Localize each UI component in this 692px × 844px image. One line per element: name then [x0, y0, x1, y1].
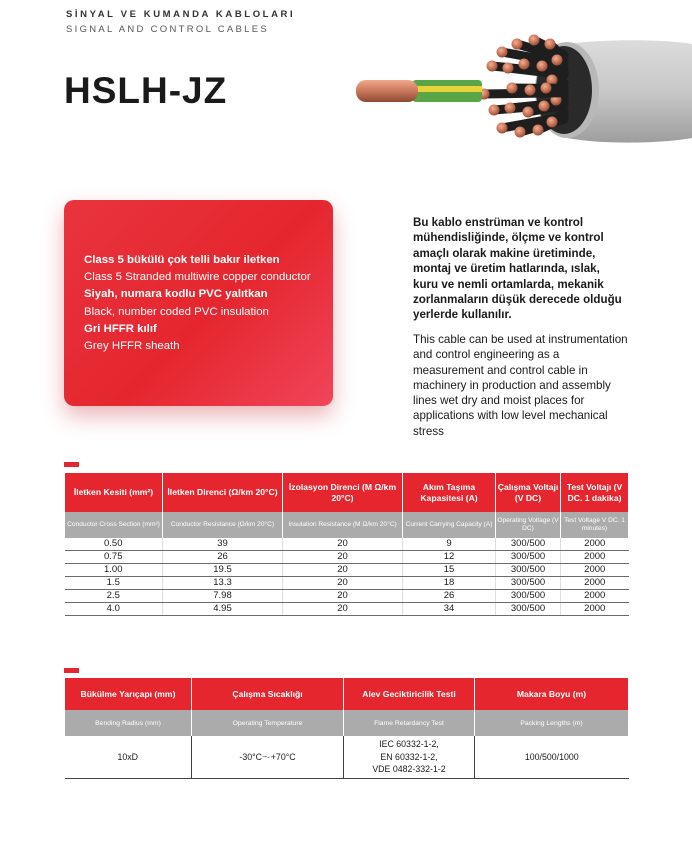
properties-table [64, 678, 629, 779]
table-cell: 26 [163, 551, 283, 564]
table-cell: 4.0 [65, 603, 163, 616]
table-cell: 4.95 [163, 603, 283, 616]
column-header: İzolasyon Direnci (M Ω/km 20°C) [283, 473, 403, 512]
table-cell: 0.75 [65, 551, 163, 564]
description-tr: Bu kablo enstrüman ve kontrol mühendisliğinde, ölçme ve kontrol amaçlı olarak makine üretiminde, montaj ve üretim hatlarında, ıslak, kuru ve nemli ortamlarda, mekanik zorlanmaların düşük derecede olduğu yerlerde kullanılır. [413, 216, 622, 322]
construction-item: Siyah, numara kodlu PVC yalıtkan [84, 288, 268, 301]
category-title-tr: SİNYAL VE KUMANDA KABLOLARI [66, 9, 296, 20]
flame-test-value [344, 736, 475, 779]
table-header-row [65, 473, 629, 512]
table-cell: 300/500 [496, 564, 561, 577]
table-row [65, 538, 629, 551]
table-cell: 300/500 [496, 590, 561, 603]
table-cell: 2000 [561, 538, 629, 551]
table-cell: 7.98 [163, 590, 283, 603]
column-subheader: Bending Radius (mm) [65, 710, 192, 736]
table-cell: 2000 [561, 564, 629, 577]
table-subheader-row [65, 512, 629, 538]
table-cell: 20 [283, 577, 403, 590]
table-cell: 20 [283, 603, 403, 616]
construction-item: Class 5 Stranded multiwire copper conductor [84, 271, 311, 284]
table-cell: 2000 [561, 590, 629, 603]
flame-test-line: EN 60332-1-2, [380, 751, 438, 762]
table-row [65, 564, 629, 577]
column-subheader: Packing Lengths (m) [475, 710, 629, 736]
column-subheader: Flame Retardancy Test [344, 710, 475, 736]
table-cell: 2.5 [65, 590, 163, 603]
column-subheader: Current Carrying Capacity (A) [403, 512, 496, 538]
column-subheader: Conductor Cross Section (mm²) [65, 512, 163, 538]
table-cell: 20 [283, 538, 403, 551]
column-header: Alev Geciktiricilik Testi [344, 678, 475, 710]
construction-item: Black, number coded PVC insulation [84, 305, 269, 318]
column-subheader: Insulation Resistance (M Ω/km 20°C) [283, 512, 403, 538]
construction-item: Class 5 bükülü çok telli bakır iletken [84, 254, 280, 266]
table-cell: 20 [283, 564, 403, 577]
packing-length-value: 100/500/1000 [475, 736, 629, 779]
table-cell: 300/500 [496, 577, 561, 590]
table-row [65, 577, 629, 590]
table-cell: 2000 [561, 603, 629, 616]
column-header: Makara Boyu (m) [475, 678, 629, 710]
table-row [65, 590, 629, 603]
table-cell: 20 [283, 590, 403, 603]
table-cell: 0.50 [65, 538, 163, 551]
construction-item: Grey HFFR sheath [84, 340, 180, 353]
table-cell: 12 [403, 551, 496, 564]
table-cell: 19.5 [163, 564, 283, 577]
column-subheader: Operating Temperature [192, 710, 344, 736]
construction-list [84, 252, 311, 355]
column-header: Çalışma Voltajı (V DC) [496, 473, 561, 512]
category-title-en: SIGNAL AND CONTROL CABLES [66, 24, 270, 35]
table-cell: 15 [403, 564, 496, 577]
construction-card [64, 200, 333, 406]
section-marker [64, 668, 79, 673]
bending-radius-value: 10xD [65, 736, 192, 779]
table-cell: 2000 [561, 551, 629, 564]
table-cell: 26 [403, 590, 496, 603]
column-header: Test Voltajı (V DC. 1 dakika) [561, 473, 629, 512]
flame-test-line: VDE 0482-332-1-2 [372, 764, 446, 775]
column-header: İletken Direnci (Ω/km 20°C) [163, 473, 283, 512]
product-title: HSLH-JZ [64, 70, 228, 111]
table-cell: 2000 [561, 577, 629, 590]
flame-test-line: IEC 60332-1-2, [379, 739, 439, 750]
temperature-value: -30°C～+70°C [192, 736, 344, 779]
table-cell: 39 [163, 538, 283, 551]
table-cell: 300/500 [496, 551, 561, 564]
cable-image [352, 30, 692, 150]
technical-table [64, 473, 629, 616]
table-subheader-row [65, 710, 629, 736]
column-header: Bükülme Yarıçapı (mm) [65, 678, 192, 710]
column-subheader: Test Voltage V DC. 1 minutes) [561, 512, 629, 538]
table-cell: 34 [403, 603, 496, 616]
column-subheader: Operating Voltage (V DC) [496, 512, 561, 538]
description-en: This cable can be used at instrumentation and control engineering as a measurement and control cable in machinery in production and assembly lines wet dry and moist places for applications with low level mechanical stress [413, 333, 628, 438]
column-header: Çalışma Sıcaklığı [192, 678, 344, 710]
table-cell: 300/500 [496, 538, 561, 551]
table-cell: 300/500 [496, 603, 561, 616]
table-cell: 1.5 [65, 577, 163, 590]
column-header: İletken Kesiti (mm²) [65, 473, 163, 512]
section-marker [64, 462, 79, 467]
table-cell: 13.3 [163, 577, 283, 590]
construction-item: Gri HFFR kılıf [84, 322, 157, 335]
table-cell: 9 [403, 538, 496, 551]
table-row [65, 603, 629, 616]
table-cell: 18 [403, 577, 496, 590]
table-row [65, 736, 629, 779]
table-cell: 20 [283, 551, 403, 564]
column-subheader: Conductor Resistance (Ω/km 20°C) [163, 512, 283, 538]
table-cell: 1.00 [65, 564, 163, 577]
table-header-row [65, 678, 629, 710]
table-row [65, 551, 629, 564]
column-header: Akım Taşıma Kapasitesi (A) [403, 473, 496, 512]
